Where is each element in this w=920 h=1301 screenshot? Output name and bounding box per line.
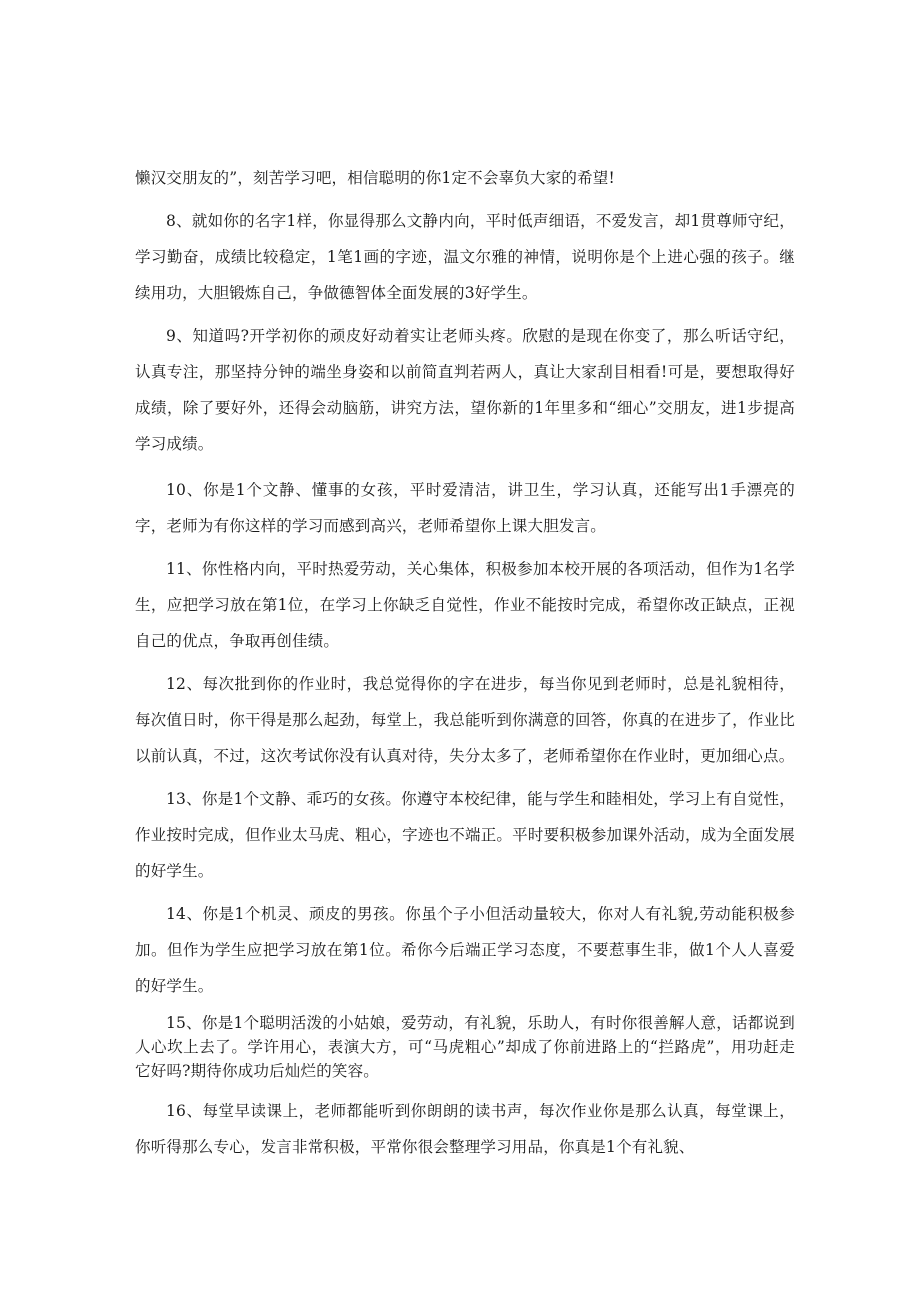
- paragraph-comment-15: 15、你是1个聪明活泼的小姑娘，爱劳动，有礼貌，乐助人，有时你很善解人意，话都说到人心坎上去了。学许用心，表演大方，可“马虎粗心”却成了你前进路上的“拦路虎”，用功赶走它好吗?期待你成功后灿烂的笑容。: [135, 1014, 795, 1080]
- paragraph-continuation: 懒汉交朋友的”，刻苦学习吧，相信聪明的你1定不会辜负大家的希望!: [135, 169, 615, 187]
- paragraph-comment-13: 13、你是1个文静、乖巧的女孩。你遵守本校纪律，能与学生和睦相处，学习上有自觉性，作业按时完成，但作业太马虎、粗心，字迹也不端正。平时要积极参加课外活动，成为全面发展的好学生。: [135, 790, 795, 880]
- paragraph-comment-9: 9、知道吗?开学初你的顽皮好动着实让老师头疼。欣慰的是现在你变了，那么听话守纪，认真专注，那坚持分钟的端坐身姿和以前简直判若两人，真让大家刮目相看!可是，要想取得好成绩，除了要好外，还得会动脑筋，讲究方法，望你新的1年里多和“细心”交朋友，进1步提高学习成绩。: [135, 327, 795, 453]
- paragraph-comment-16: 16、每堂早读课上，老师都能听到你朗朗的读书声，每次作业你是那么认真，每堂课上，你听得那么专心，发言非常积极，平常你很会整理学习用品，你真是1个有礼貌、: [135, 1102, 795, 1156]
- paragraph-comment-10: 10、你是1个文静、懂事的女孩，平时爱清洁，讲卫生，学习认真，还能写出1手漂亮的字，老师为有你这样的学习而感到高兴，老师希望你上课大胆发言。: [135, 481, 795, 535]
- paragraph-comment-14: 14、你是1个机灵、顽皮的男孩。你虽个子小但活动量较大，你对人有礼貌,劳动能积极参加。但作为学生应把学习放在第1位。希你今后端正学习态度，不要惹事生非，做1个人人喜爱的好学生。: [135, 905, 795, 995]
- paragraph-comment-12: 12、每次批到你的作业时，我总觉得你的字在进步，每当你见到老师时，总是礼貌相待，每次值日时，你干得是那么起劲，每堂上，我总能听到你满意的回答，你真的在进步了，作业比以前认真，不过，这次考试你没有认真对待，失分太多了，老师希望你在作业时，更加细心点。: [135, 675, 795, 765]
- paragraph-comment-11: 11、你性格内向，平时热爱劳动，关心集体，积极参加本校开展的各项活动，但作为1名学生，应把学习放在第1位，在学习上你缺乏自觉性，作业不能按时完成，希望你改正缺点，正视自己的优点，争取再创佳绩。: [135, 560, 795, 650]
- document-body: [135, 160, 795, 1165]
- paragraph-comment-8: 8、就如你的名字1样，你显得那么文静内向，平时低声细语，不爱发言，却1贯尊师守纪，学习勤奋，成绩比较稳定，1笔1画的字迹，温文尔雅的神情，说明你是个上进心强的孩子。继续用功，大胆锻炼自己，争做德智体全面发展的3好学生。: [135, 212, 795, 302]
